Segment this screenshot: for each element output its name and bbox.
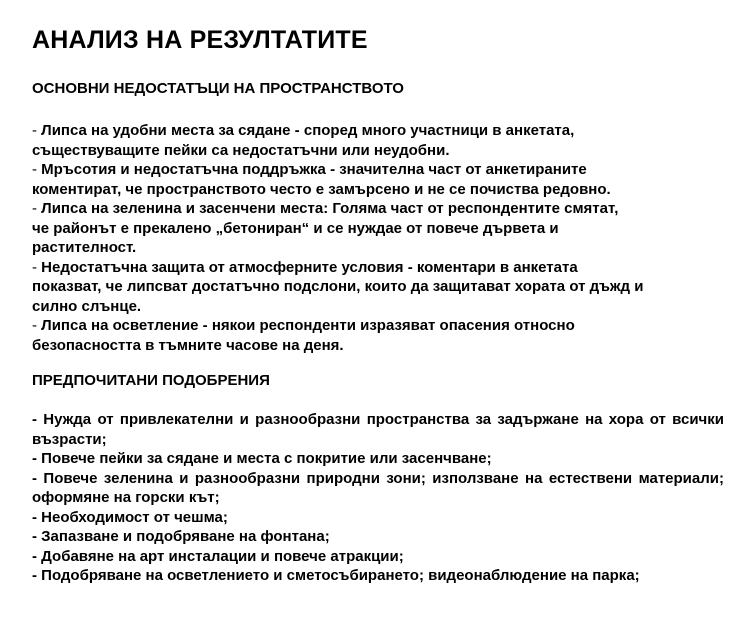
list-item-text: растителност.: [32, 239, 137, 256]
bullet-dash: -: [32, 200, 42, 217]
improvements-list: [32, 410, 724, 586]
list-item: [32, 160, 692, 199]
bullet-dash: -: [32, 161, 42, 178]
list-item: - Повече зеленина и разнообразни природни зони; използване на естествени материали; оформяне на горски кът;: [32, 469, 724, 506]
list-item: - Повече пейки за сядане и места с покритие или засенчване;: [32, 450, 492, 467]
list-item-text: безопасността в тъмните часове на деня.: [32, 336, 344, 354]
list-item: [32, 316, 692, 355]
list-item: - Необходимост от чешма;: [32, 508, 228, 526]
bullet-dash: -: [32, 317, 42, 334]
list-item-text: Мръсотия и недостатъчна поддръжка - значителна част от анкетираните: [41, 161, 587, 178]
list-item: - Запазване и подобряване на фонтана;: [32, 528, 330, 545]
list-item-text: силно слънце.: [32, 297, 142, 315]
list-item-text: че районът е прекалено „бетониран“ и се нуждае от повече дървета и: [32, 219, 559, 237]
list-item: - Нужда от привлекателни и разнообразни пространства за задържане на хора от всички възрасти;: [32, 411, 724, 448]
list-item-text: съществуващите пейки са недостатъчни или неудобни.: [32, 141, 450, 159]
list-item: [32, 258, 692, 317]
list-item: - Подобряване на осветлението и сметосъбирането; видеонаблюдение на парка;: [32, 567, 640, 584]
list-item: [32, 199, 692, 258]
list-item-text: показват, че липсват достатъчно подслони, които да защитават хората от дъжд и: [32, 278, 644, 295]
list-item: - Добавяне на арт инсталации и повече атракции;: [32, 547, 404, 565]
page-title: АНАЛИЗ НА РЕЗУЛТАТИТЕ: [32, 26, 368, 54]
list-item-text: Липса на зеленина и засенчени места: Голяма част от респондентите смятат,: [41, 200, 619, 217]
bullet-dash: -: [32, 258, 42, 276]
list-item: [32, 121, 692, 160]
list-item-text: Недостатъчна защита от атмосферните условия - коментари в анкетата: [41, 258, 578, 276]
list-item-text: Липса на осветление - някои респонденти изразяват опасения относно: [41, 317, 575, 334]
section-heading-shortcomings: ОСНОВНИ НЕДОСТАТЪЦИ НА ПРОСТРАНСТВОТО: [32, 80, 404, 97]
shortcomings-list: [32, 121, 692, 355]
list-item-text: Липса на удобни места за сядане - според много участници в анкетата,: [41, 122, 575, 139]
section-heading-improvements: ПРЕДПОЧИТАНИ ПОДОБРЕНИЯ: [32, 372, 270, 389]
bullet-dash: -: [32, 122, 42, 139]
list-item-text: коментират, че пространството често е замърсено и не се почиства редовно.: [32, 180, 611, 198]
